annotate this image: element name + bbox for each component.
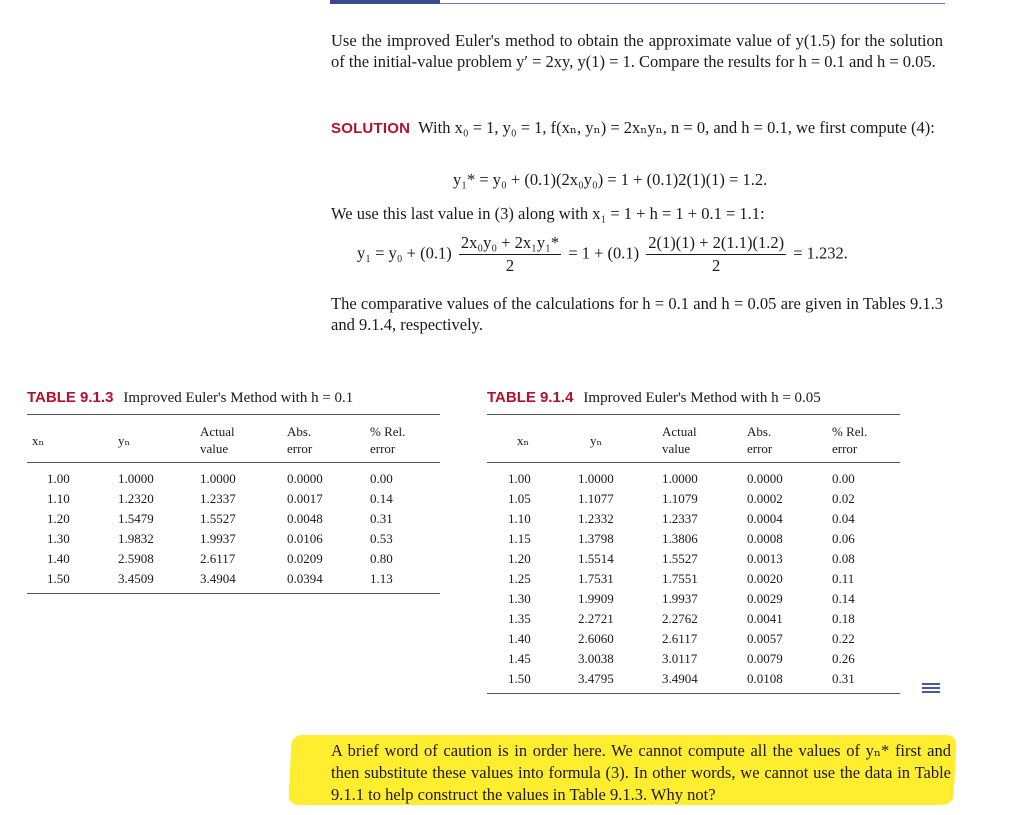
table-cell: 1.00 <box>508 471 531 486</box>
eq2-fraction-1 <box>459 233 561 276</box>
table1-header-abs-2: error <box>287 441 313 456</box>
table-cell: 1.05 <box>508 491 531 506</box>
solution-line1: With x₀ = 1, y₀ = 1, f(xₙ, yₙ) = 2xₙyₙ, n = 0, and h = 0.1, we first compute (4): <box>418 118 935 137</box>
table1-header-actual <box>200 423 235 457</box>
table2-header-abs <box>747 423 772 457</box>
table-cell: 0.22 <box>832 631 855 646</box>
table-cell: 0.0020 <box>747 571 783 586</box>
table1-top-rule <box>27 414 440 415</box>
table2-col-yn <box>578 469 614 689</box>
table-cell: 1.20 <box>47 511 70 526</box>
table-cell: 0.0048 <box>287 511 323 526</box>
table-cell: 0.0057 <box>747 631 783 646</box>
table-cell: 1.7531 <box>578 571 614 586</box>
table2-header-rel <box>832 423 867 457</box>
table1-bottom-rule <box>27 593 440 594</box>
table-cell: 0.00 <box>370 471 393 486</box>
table-cell: 1.3806 <box>662 531 698 546</box>
table2-header-actual-1: Actual <box>662 424 697 439</box>
top-divider <box>440 3 945 4</box>
table-cell: 0.0029 <box>747 591 783 606</box>
table-cell: 0.02 <box>832 491 855 506</box>
table-cell: 1.10 <box>47 491 70 506</box>
table1-header-abs-1: Abs. <box>287 424 312 439</box>
menu-icon[interactable] <box>922 683 940 693</box>
eq2-frac1-num: 2x₀y₀ + 2x₁y₁* <box>459 233 561 255</box>
table-cell: 1.0000 <box>662 471 698 486</box>
eq2-fraction-2 <box>646 233 786 276</box>
table-cell: 0.26 <box>832 651 855 666</box>
table-cell: 1.50 <box>47 571 70 586</box>
table-cell: 3.0038 <box>578 651 614 666</box>
table-cell: 1.25 <box>508 571 531 586</box>
table-cell: 1.35 <box>508 611 531 626</box>
table1-col-xn <box>47 469 70 589</box>
table-cell: 1.0000 <box>578 471 614 486</box>
table-cell: 0.0008 <box>747 531 783 546</box>
table-cell: 1.9909 <box>578 591 614 606</box>
table-cell: 1.5527 <box>200 511 236 526</box>
table1-header-rel-1: % Rel. <box>370 424 406 439</box>
table-cell: 0.06 <box>832 531 855 546</box>
table-cell: 0.14 <box>370 491 393 506</box>
table-cell: 0.31 <box>832 671 855 686</box>
table1-header-rel-2: error <box>370 441 396 456</box>
table-cell: 1.20 <box>508 551 531 566</box>
table-cell: 1.2337 <box>662 511 698 526</box>
table2-col-abs <box>747 469 783 689</box>
problem-statement: Use the improved Euler's method to obtain the approximate value of y(1.5) for the solution of the initial-value problem y′ = 2xy, y(1) = 1. Compare the results for h = 0.1 and h = 0.05. <box>331 31 943 71</box>
table2-header-rule <box>487 462 900 463</box>
table-cell: 1.9937 <box>200 531 236 546</box>
table-cell: 3.0117 <box>662 651 698 666</box>
table-cell: 0.0002 <box>747 491 783 506</box>
table-cell: 0.0000 <box>287 471 323 486</box>
eq2-frac2-num: 2(1)(1) + 2(1.1)(1.2) <box>646 233 786 255</box>
table-cell: 1.2320 <box>118 491 154 506</box>
table1-header-rel <box>370 423 405 457</box>
table-cell: 1.50 <box>508 671 531 686</box>
table1-caption <box>27 389 353 407</box>
table-cell: 1.40 <box>47 551 70 566</box>
table2-label: TABLE 9.1.4 <box>487 389 574 406</box>
table-cell: 0.0000 <box>747 471 783 486</box>
table-cell: 1.5514 <box>578 551 614 566</box>
table2-header-xn: xₙ <box>517 433 530 448</box>
table2-header-actual-2: value <box>662 441 691 456</box>
table-cell: 1.5527 <box>662 551 698 566</box>
table-cell: 1.9937 <box>662 591 698 606</box>
table2-header-rel-2: error <box>832 441 858 456</box>
table-cell: 1.15 <box>508 531 531 546</box>
solution-line3: The comparative values of the calculations for h = 0.1 and h = 0.05 are given in Tables 9.1.3 and 9.1.4, respectively. <box>331 294 943 334</box>
table-cell: 2.6060 <box>578 631 614 646</box>
table-cell: 0.31 <box>370 511 393 526</box>
table-cell: 0.0013 <box>747 551 783 566</box>
table2-col-xn <box>508 469 531 689</box>
table-cell: 1.00 <box>47 471 70 486</box>
solution-line2: We use this last value in (3) along with x₁ = 1 + h = 1 + 0.1 = 1.1: <box>331 204 765 223</box>
table-cell: 0.0041 <box>747 611 783 626</box>
table-cell: 2.2762 <box>662 611 698 626</box>
table1-label: TABLE 9.1.3 <box>27 389 114 406</box>
table-cell: 2.2721 <box>578 611 614 626</box>
equation-corrector <box>357 233 848 276</box>
table-cell: 0.0079 <box>747 651 783 666</box>
eq2-frac1-den: 2 <box>505 256 515 275</box>
table-cell: 0.14 <box>832 591 855 606</box>
table-cell: 1.30 <box>508 591 531 606</box>
table1-header-actual-1: Actual <box>200 424 235 439</box>
table-cell: 0.00 <box>832 471 855 486</box>
table-cell: 1.13 <box>370 571 393 586</box>
table1-col-rel <box>370 469 393 589</box>
table-cell: 1.5479 <box>118 511 154 526</box>
table-cell: 0.0106 <box>287 531 323 546</box>
table1-header-actual-2: value <box>200 441 229 456</box>
table-cell: 3.4904 <box>200 571 236 586</box>
table-cell: 3.4509 <box>118 571 154 586</box>
table-cell: 2.6117 <box>662 631 698 646</box>
table-cell: 0.80 <box>370 551 393 566</box>
table-cell: 1.10 <box>508 511 531 526</box>
table2-caption <box>487 389 821 407</box>
eq2-mid: = 1 + (0.1) <box>568 243 640 263</box>
table-cell: 1.0000 <box>118 471 154 486</box>
table-cell: 1.1077 <box>578 491 614 506</box>
table-cell: 1.3798 <box>578 531 614 546</box>
eq2-lhs: y₁ = y₀ + (0.1) <box>357 243 452 263</box>
table1-header-yn: yₙ <box>118 433 131 448</box>
table2-header-yn: yₙ <box>590 433 603 448</box>
solution-heading: SOLUTION <box>331 120 411 137</box>
table-cell: 3.4904 <box>662 671 698 686</box>
table2-bottom-rule <box>487 693 900 694</box>
table2-col-actual <box>662 469 698 689</box>
equation-predictor: y₁* = y₀ + (0.1)(2x₀y₀) = 1 + (0.1)2(1)(1) = 1.2. <box>453 170 768 189</box>
table-cell: 1.40 <box>508 631 531 646</box>
table2-col-rel <box>832 469 855 689</box>
table-cell: 1.1079 <box>662 491 698 506</box>
table-cell: 1.45 <box>508 651 531 666</box>
table1-title: Improved Euler's Method with h = 0.1 <box>123 390 354 406</box>
table-cell: 0.04 <box>832 511 855 526</box>
table-cell: 0.18 <box>832 611 855 626</box>
table-cell: 2.5908 <box>118 551 154 566</box>
table1-header-abs <box>287 423 312 457</box>
table-cell: 0.0394 <box>287 571 323 586</box>
table-cell: 1.9832 <box>118 531 154 546</box>
table-cell: 0.0209 <box>287 551 323 566</box>
table-cell: 0.0108 <box>747 671 783 686</box>
solution-intro <box>331 117 943 139</box>
eq2-rhs: = 1.232. <box>793 243 848 263</box>
table-cell: 0.0017 <box>287 491 323 506</box>
table2-header-actual <box>662 423 697 457</box>
table-cell: 1.0000 <box>200 471 236 486</box>
table-cell: 3.4795 <box>578 671 614 686</box>
table2-title: Improved Euler's Method with h = 0.05 <box>583 390 821 406</box>
table1-col-abs <box>287 469 323 589</box>
table1-col-actual <box>200 469 236 589</box>
table1-header-xn: xₙ <box>32 433 45 448</box>
table1-col-yn <box>118 469 154 589</box>
table-cell: 1.7551 <box>662 571 698 586</box>
table2-top-rule <box>487 414 900 415</box>
table1-header-rule <box>27 462 440 463</box>
table-cell: 0.53 <box>370 531 393 546</box>
table-cell: 0.0004 <box>747 511 783 526</box>
table-cell: 0.08 <box>832 551 855 566</box>
top-accent-bar <box>330 0 440 4</box>
eq2-frac2-den: 2 <box>712 256 721 275</box>
table-cell: 1.2332 <box>578 511 614 526</box>
caution-note: A brief word of caution is in order here. We cannot compute all the values of yₙ* first and then substitute these values into formula (3). In other words, we cannot use the data in Table 9.1.1 to help construct the values in Table 9.1.3. Why not? <box>331 741 951 804</box>
table2-header-rel-1: % Rel. <box>832 424 868 439</box>
table-cell: 0.11 <box>832 571 855 586</box>
table2-header-abs-1: Abs. <box>747 424 772 439</box>
table-cell: 2.6117 <box>200 551 236 566</box>
table-cell: 1.30 <box>47 531 70 546</box>
table-cell: 1.2337 <box>200 491 236 506</box>
table2-header-abs-2: error <box>747 441 773 456</box>
